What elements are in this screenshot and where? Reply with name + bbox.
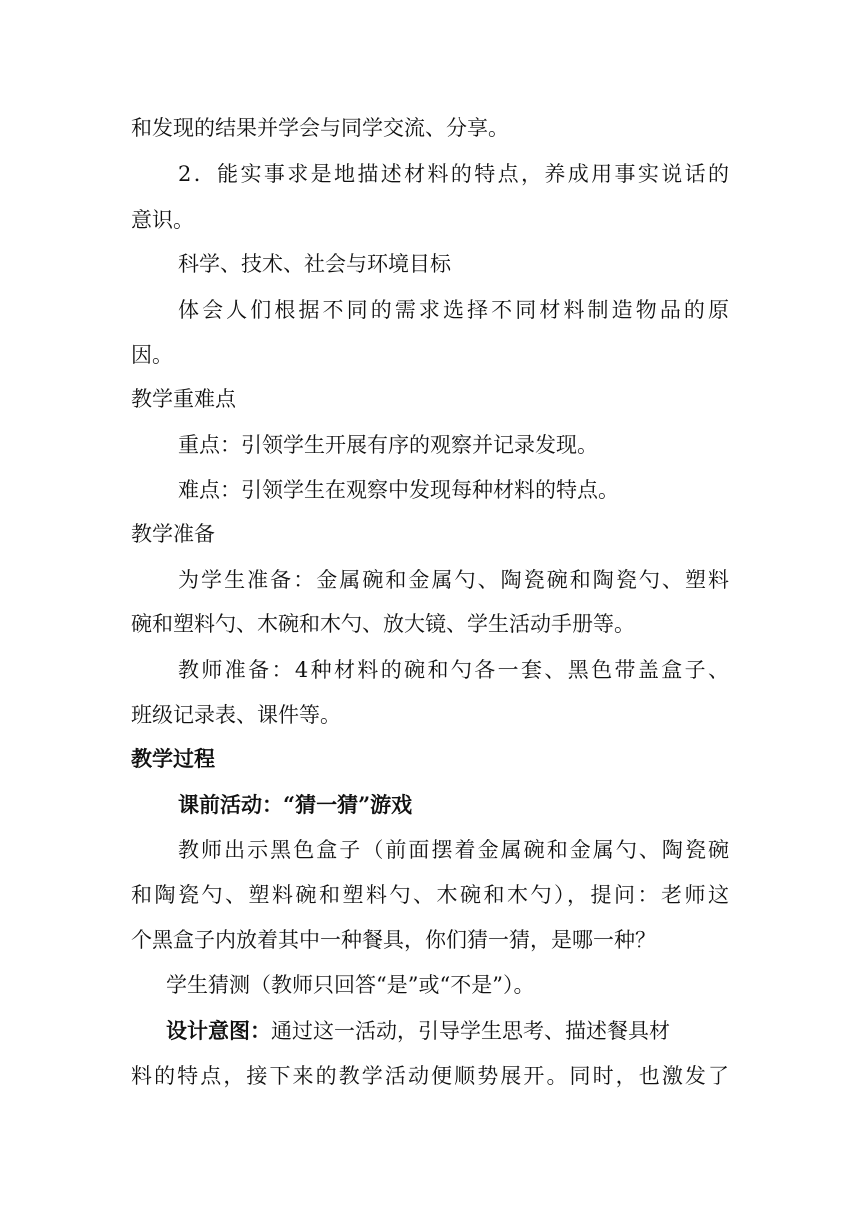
text-line: 学生猜测（教师只回答“是”或“不是”）。 [166, 973, 535, 997]
text-line: 和发现的结果并学会与同学交流、分享。 [131, 116, 509, 140]
section-heading: 教学重难点 [131, 387, 236, 411]
section-heading: 教学过程 [131, 746, 215, 771]
text-line: 2．能实事求是地描述材料的特点，养成用事实说话的 [178, 162, 729, 186]
text-line: 重点：引领学生开展有序的观察并记录发现。 [178, 433, 598, 457]
text-line: 体会人们根据不同的需求选择不同材料制造物品的原 [178, 298, 729, 322]
text-line: 碗和塑料勺、木碗和木勺、放大镜、学生活动手册等。 [131, 612, 635, 636]
text-line: 教师准备：4种材料的碗和勺各一套、黑色带盖盒子、 [178, 658, 729, 682]
text-line: 教师出示黑色盒子（前面摆着金属碗和金属勺、陶瓷碗 [178, 838, 729, 862]
text-line: 为学生准备：金属碗和金属勺、陶瓷碗和陶瓷勺、塑料 [178, 568, 729, 592]
design-intent-label: 设计意图： [166, 1018, 271, 1043]
design-intent-text: 通过这一活动，引导学生思考、描述餐具材 [271, 1019, 670, 1043]
design-intent-line [166, 1017, 670, 1045]
text-line: 意识。 [131, 208, 194, 232]
text-line: 因。 [131, 343, 173, 367]
text-line: 个黑盒子内放着其中一种餐具，你们猜一猜，是哪一种？ [131, 928, 656, 952]
section-heading: 科学、技术、社会与环境目标 [178, 252, 451, 276]
text-line: 和陶瓷勺、塑料碗和塑料勺、木碗和木勺），提问：老师这 [131, 883, 729, 907]
text-line: 料的特点，接下来的教学活动便顺势展开。同时，也激发了 [131, 1064, 729, 1088]
subsection-heading: 课前活动：“猜一猜”游戏 [178, 792, 413, 817]
text-line: 难点：引领学生在观察中发现每种材料的特点。 [178, 478, 619, 502]
text-line: 班级记录表、课件等。 [131, 703, 341, 727]
section-heading: 教学准备 [131, 522, 215, 546]
